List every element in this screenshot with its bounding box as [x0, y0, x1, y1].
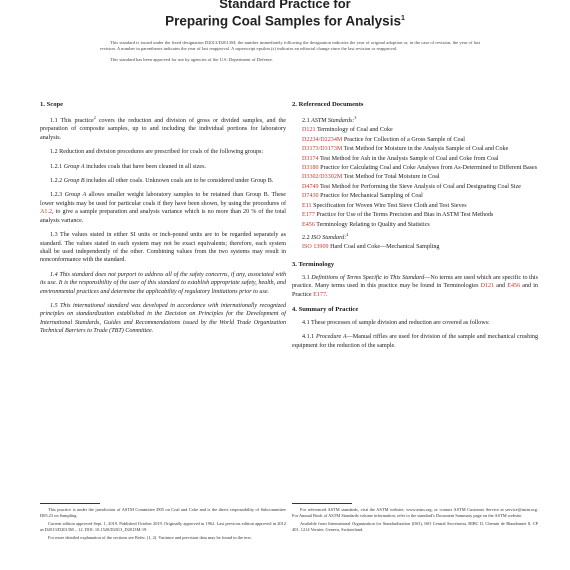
para-1-5: 1.5 This international standard was developed in accordance with internationally recognized principles on standardization established in the Decision on Principles for the Development of International Standards, Guides and Recommendations issued by the World Trade Organization Technical Barriers to Trade (TBT) Committee. [40, 302, 286, 335]
right-column [292, 97, 538, 356]
reference-title: Test Method for Ash in the Analysis Sample of Coal and Coke from Coal [318, 155, 499, 162]
reference-title: Test Method for Performing the Sieve Analysis of Coal and Designating Coal Size [318, 183, 521, 190]
reference-code-link[interactable]: D3174 [302, 155, 319, 162]
reference-code-link[interactable]: D2234/D2234M [302, 136, 343, 143]
footnote-1: This practice is under the jurisdiction of ASTM Committee D05 on Coal and Coke and is the direct responsibility of Subcommittee D05.23 on Sampling. [40, 507, 286, 518]
reference-title: Practice for Use of the Terms Precision and Bias in ASTM Test Methods [314, 212, 494, 219]
reference-item [302, 145, 538, 153]
para-2-1: 2.1 ASTM Standards:$^3$ [302, 115, 357, 125]
reference-code-link[interactable]: E11 [302, 202, 312, 209]
reference-title: Practice for Collection of a Gross Sample of Coal [342, 136, 465, 143]
reference-title: Specification for Woven Wire Test Sieve Cloth and Test Sieves [311, 202, 467, 209]
para-1-2-2: 1.2.2 Group B includes all other coals. Unknown coals are to be considered under Group B. [50, 178, 274, 185]
reference-item [302, 202, 538, 210]
para-4-1: 4.1 These processes of sample division and reduction are covered as follows: [302, 319, 490, 326]
reference-code-link[interactable]: D3180 [302, 165, 319, 172]
footnotes-left [40, 507, 286, 544]
section-heading-scope: 1. Scope [40, 101, 64, 108]
reference-title: Practice for Mechanical Sampling of Coal [318, 193, 423, 200]
para-1-2: 1.2 Reduction and division procedures are prescribed for coals of the following groups: [50, 149, 264, 156]
reference-code-link[interactable]: D4749 [302, 183, 319, 190]
reference-code-link[interactable]: D3173/D3173M [302, 146, 343, 153]
footnote-2: For more detailed explanation of the sections see Refer. (1, 2). Variance and precision data may be found in the text. [48, 535, 252, 541]
para-3-1: 3.1 Definitions of Terms Specific to This Standard—No terms are used which are specific to this practice. Many terms used in this practice may be found in Terminologies D121 and E456 and in Practice E177. [292, 274, 538, 298]
reference-title: Terminology Relating to Quality and Statistics [314, 221, 430, 228]
reference-title: Test Method for Moisture in the Analysis Sample of Coal and Coke [342, 146, 509, 153]
reference-code-link[interactable]: E456 [302, 221, 315, 228]
reference-code-link[interactable]: ISO 13909 [302, 244, 329, 251]
footnote-3: For referenced ASTM standards, visit the ASTM website, www.astm.org, or contact ASTM Customer Service at service@astm.org. For Annual Book of ASTM Standards volume information, refer to the standard's Document Summary page on the ASTM website. [292, 507, 538, 518]
reference-item [302, 211, 538, 219]
reference-code-link[interactable]: D121 [302, 127, 316, 134]
para-1-3: 1.3 The values stated in either SI units or inch-pound units are to be regarded separately as standard. The values stated in each system may not be exact equivalents; therefore, each system shall be used independently of the other. Combining values from the two systems may result in nonconformance with the standard. [40, 232, 286, 264]
link-d121[interactable]: D121 [480, 283, 495, 290]
preamble-designation-note: This standard is issued under the fixed designation D2013/D2013M; the number immediately following the designation indicates the year of original adoption or, in the case of revision, the year of last revision. A number in parentheses indicates the year of last reapproval. A superscript epsilon (ε) indicates an editorial change since the last revision or reapproval. [100, 40, 480, 51]
document-title [0, 0, 570, 30]
footnotes-right [292, 507, 538, 535]
link-a1-2[interactable]: A1.2 [40, 209, 53, 216]
reference-list [292, 126, 538, 228]
reference-item [302, 136, 538, 144]
para-1-2-1: 1.2.1 Group A includes coals that have been cleaned in all sizes. [50, 163, 207, 170]
reference-item [302, 183, 538, 191]
title-line-1: Standard Practice for [219, 0, 351, 11]
para-1-4: 1.4 This standard does not purport to address all of the safety concerns, if any, associated with its use. It is the responsibility of the user of this standard to establish appropriate safety, health, and environmental practices and determine the applicability of regulatory limitations prior to use. [40, 271, 286, 295]
reference-item [302, 126, 538, 134]
title-line-2: Preparing Coal Samples for Analysis$^1$ [165, 13, 405, 29]
para-1-2-3: 1.2.3 Group A allows smaller weight laboratory samples to be retained than Group B. These lower weights may be used for particular coals if they have been shown, by using the procedures of A1.2, to give a sample preparation and analysis variance which is no more than 20 % of the total analysis variance. [40, 192, 286, 224]
link-e177[interactable]: E177 [313, 291, 327, 298]
para-2-2: 2.2 ISO Standard:$^4$ [302, 231, 349, 241]
preamble-dod-note: This standard has been approved for use by agencies of the U.S. Department of Defense. [110, 57, 273, 62]
reference-item [302, 164, 538, 172]
footnote-rule-left [40, 503, 100, 504]
footnote-rule-right [292, 503, 352, 504]
reference-item [302, 192, 538, 200]
section-heading-summary: 4. Summary of Practice [292, 305, 359, 313]
left-column [40, 97, 286, 342]
footnote-4: Available from International Organization for Standardization (ISO), ISO Central Secretariat, BIBC II, Chemin de Blandonnet 8, CP 401, 1214 Vernier, Geneva, Switzerland. [292, 521, 538, 532]
preamble [100, 40, 480, 68]
footnote-1b: Current edition approved Sept. 1, 2019. Published October 2019. Originally approved in 1962. Last previous edition approved in 2012 as D2013/D2013M – 12. DOI: 10.1520/D2013_D2013M-19. [40, 521, 286, 532]
reference-item [302, 155, 538, 163]
reference-code-link[interactable]: D3302/D3302M [302, 174, 343, 181]
para-4-1-1: 4.1.1 Procedure A—Manual riffles are used for division of the sample and mechanical crushing equipment for the reduction of the sample. [292, 334, 538, 349]
reference-title: Practice for Calculating Coal and Coke Analyses from As-Determined to Different Bases [318, 165, 538, 172]
reference-item [302, 173, 538, 181]
reference-item-iso: ISO 13909 Hard Coal and Coke—Mechanical Sampling [302, 244, 440, 251]
section-heading-referenced-documents: 2. Referenced Documents [292, 101, 364, 108]
link-e456[interactable]: E456 [507, 283, 521, 290]
reference-code-link[interactable]: D7430 [302, 193, 319, 200]
para-1-1: 1.1 This practice$^2$ covers the reduction and division of gross or divided samples, and the preparation of composite samples, up to and including the individual portions for laboratory analysis. [40, 115, 286, 141]
reference-title: Test Method for Total Moisture in Coal [342, 174, 440, 181]
reference-code-link[interactable]: E177 [302, 212, 315, 219]
section-heading-terminology: 3. Terminology [292, 260, 335, 268]
reference-title: Terminology of Coal and Coke [315, 127, 393, 134]
reference-item [302, 221, 538, 229]
